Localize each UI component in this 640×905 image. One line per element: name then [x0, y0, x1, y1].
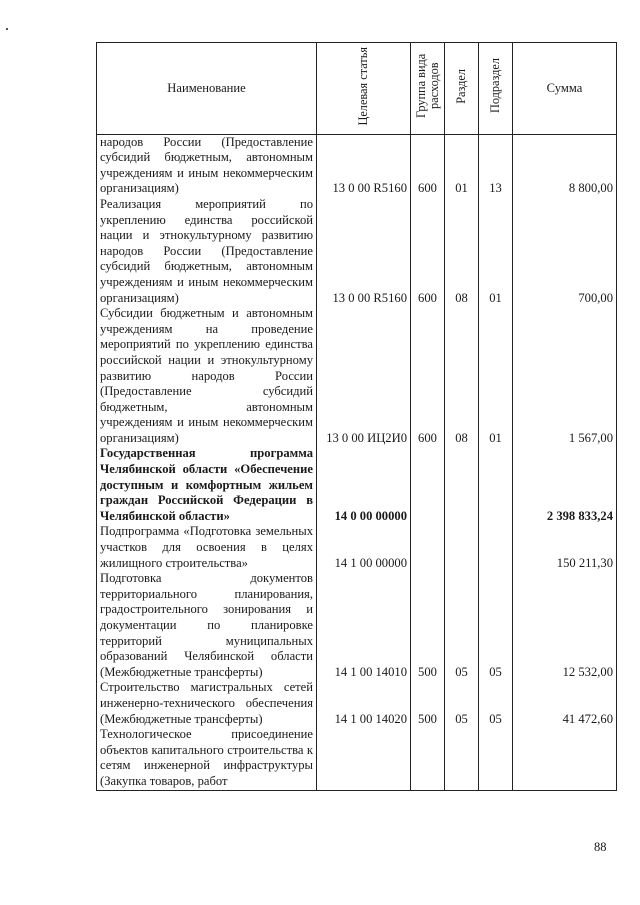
- page-number: 88: [594, 840, 607, 854]
- header-sum: Сумма: [513, 43, 617, 135]
- row-group: 500: [411, 571, 445, 680]
- row-code: [317, 727, 411, 790]
- row-subsection: 05: [479, 571, 513, 680]
- table-row: [97, 680, 617, 727]
- row-section: 08: [445, 197, 479, 306]
- row-code: 13 0 00 R5160: [317, 134, 411, 197]
- row-name: Подготовка документов территориального планирования, градостроительного зонирования и документации по планировке территорий муниципальных образований Челябинской области (Межбюджетные трансферты): [97, 571, 317, 680]
- row-sum: [513, 727, 617, 790]
- row-sum: 1 567,00: [513, 306, 617, 446]
- table-row: [97, 134, 617, 197]
- row-sum: 41 472,60: [513, 680, 617, 727]
- row-sum: 150 211,30: [513, 524, 617, 571]
- row-code: 14 0 00 00000: [317, 446, 411, 524]
- header-name: Наименование: [97, 43, 317, 135]
- table-row: [97, 727, 617, 790]
- row-sum: 12 532,00: [513, 571, 617, 680]
- header-subsection: Подраздел: [479, 43, 513, 135]
- table-row-program: [97, 446, 617, 524]
- row-subsection: 01: [479, 306, 513, 446]
- row-sum: 8 800,00: [513, 134, 617, 197]
- row-group: 600: [411, 134, 445, 197]
- row-name: народов России (Предоставление субсидий бюджетным, автономным учреждениям и иным некоммерческим организациям): [97, 134, 317, 197]
- row-sum: 700,00: [513, 197, 617, 306]
- row-code: 13 0 00 ИЦ2И0: [317, 306, 411, 446]
- row-sum: 2 398 833,24: [513, 446, 617, 524]
- row-name: Подпрограмма «Подготовка земельных участков для освоения в целях жилищного строительства»: [97, 524, 317, 571]
- row-group: 600: [411, 306, 445, 446]
- header-group: Группа вида расходов: [411, 43, 445, 135]
- scan-speck: [6, 28, 8, 30]
- row-section: 05: [445, 680, 479, 727]
- row-section: 08: [445, 306, 479, 446]
- row-section: [445, 727, 479, 790]
- row-subsection: 13: [479, 134, 513, 197]
- row-code: 13 0 00 R5160: [317, 197, 411, 306]
- header-code: Целевая статья: [317, 43, 411, 135]
- row-group: 500: [411, 680, 445, 727]
- row-group: [411, 524, 445, 571]
- budget-table: [96, 42, 617, 791]
- row-code: 14 1 00 14010: [317, 571, 411, 680]
- row-section: [445, 446, 479, 524]
- row-name: Субсидии бюджетным и автономным учреждениям на проведение мероприятий по укреплению единства российской нации и этнокультурному развитию народов России (Предоставление субсидий бюджетным, автономным учреждениям и иным некоммерческим организациям): [97, 306, 317, 446]
- row-subsection: [479, 727, 513, 790]
- row-code: 14 1 00 14020: [317, 680, 411, 727]
- row-subsection: 01: [479, 197, 513, 306]
- row-name: Государственная программа Челябинской области «Обеспечение доступным и комфортным жильем граждан Российской Федерации в Челябинской области»: [97, 446, 317, 524]
- table-row: [97, 571, 617, 680]
- table-header-row: [97, 43, 617, 135]
- row-subsection: 05: [479, 680, 513, 727]
- row-section: 05: [445, 571, 479, 680]
- row-section: 01: [445, 134, 479, 197]
- row-group: [411, 727, 445, 790]
- row-subsection: [479, 446, 513, 524]
- row-subsection: [479, 524, 513, 571]
- row-group: 600: [411, 197, 445, 306]
- row-name: Строительство магистральных сетей инженерно-технического обеспечения (Межбюджетные трансферты): [97, 680, 317, 727]
- row-section: [445, 524, 479, 571]
- table-row: [97, 197, 617, 306]
- row-group: [411, 446, 445, 524]
- row-code: 14 1 00 00000: [317, 524, 411, 571]
- row-name: Технологическое присоединение объектов капитального строительства к сетям инженерной инфраструктуры (Закупка товаров, работ: [97, 727, 317, 790]
- row-name: Реализация мероприятий по укреплению единства российской нации и этнокультурному развитию народов России (Предоставление субсидий бюджетным, автономным учреждениям и иным некоммерческим организациям): [97, 197, 317, 306]
- table-row: [97, 306, 617, 446]
- table-row: [97, 524, 617, 571]
- header-section: Раздел: [445, 43, 479, 135]
